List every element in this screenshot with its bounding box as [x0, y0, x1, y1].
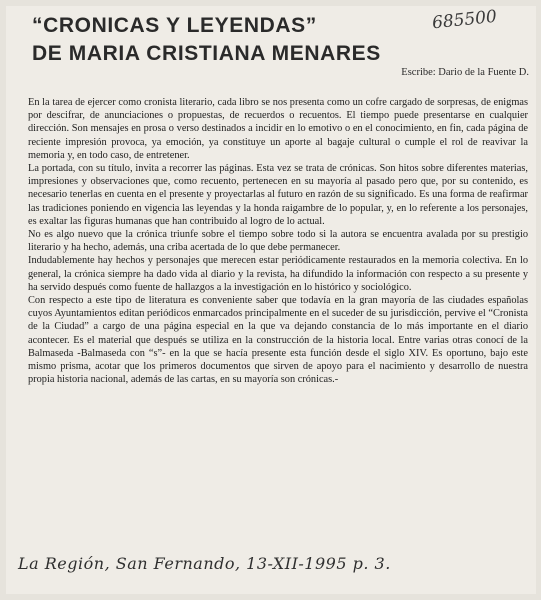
- article-paragraph: La portada, con su título, invita a recorrer las páginas. Esta vez se trata de crónicas. Son hitos sobre diferentes materias, impresiones y observaciones que, como recuento, pertenecen en su mayoría al pasado pero que, por su contenido, es necesario tenerlas en cuenta en el presente y proyectarlas al futuro en razón de su significado. Es una forma de reafirmar las tradiciones poniendo en vigencia las leyendas y la honda raigambre de lo popular, y, en lo referente a los personajes, es exaltar las figuras humanas que han contribuido al logro de lo actual.: [28, 163, 528, 227]
- article-paragraph: Indudablemente hay hechos y personajes que merecen estar periódicamente restaurados en la memoria colectiva. En lo general, la crónica siempre ha dado vida al diario y la revista, ha difundido la información con respecto a su presente y ha servido después como fuente de hallazgos a la investigación en lo histórico y sociológico.: [28, 255, 528, 293]
- article-paragraph: No es algo nuevo que la crónica triunfe sobre el tiempo sobre todo si la autora se encuentra avalada por su prestigio literario y ha hecho, además, una criba acertada de lo que debe permanecer.: [28, 229, 528, 254]
- article-title-line-2: DE MARIA CRISTIANA MENARES: [32, 42, 381, 65]
- article-byline: Escribe: Dario de la Fuente D.: [401, 67, 529, 78]
- handwritten-source-note: La Región, San Fernando, 13-XII-1995 p. 3.: [18, 554, 391, 573]
- article-paragraph: Con respecto a este tipo de literatura es conveniente saber que todavía en la gran mayoría de las ciudades españolas cuyos Ayuntamientos editan periódicos enmarcados principalmente en el suceder de su jurisdicción, pervive el “Cronista de la Ciudad” a cargo de una página especial en la que va dejando constancia de lo más importante en el diario acontecer. Es el material que después se utiliza en la construcción de la historia local. Entre varias otras conocí de la Balmaseda -Balmaseda con “s”- en la que se hacía presente esta función desde el siglo XIV. Es oportuno, bajo este mismo prisma, acotar que los primeros documentos que sirven de apoyo para el nacimiento y desarrollo de nuestra propia historia nacional, además de las cartas, en su mayoría son crónicas.-: [28, 295, 528, 386]
- handwritten-catalog-number: 685500: [431, 6, 498, 34]
- article-title-line-1: “CRONICAS Y LEYENDAS”: [32, 14, 317, 37]
- article-paragraph: En la tarea de ejercer como cronista literario, cada libro se nos presenta como un cofre cargado de sorpresas, de enigmas por descifrar, de anunciaciones o propuestas, de recuerdos o recuentos. El tiempo puede presentarse en cualquier dirección. Son mensajes en prosa o verso destinados a incidir en lo emotivo o en el conocimiento, en fin, cada página de reciente impresión provoca, ya emoción, ya constituye un aporte al bagaje cultural o cumple el rol de reavivar la memoria y, en todo caso, de entretener.: [28, 97, 528, 161]
- article-title: [32, 12, 381, 68]
- article-body: [28, 96, 528, 386]
